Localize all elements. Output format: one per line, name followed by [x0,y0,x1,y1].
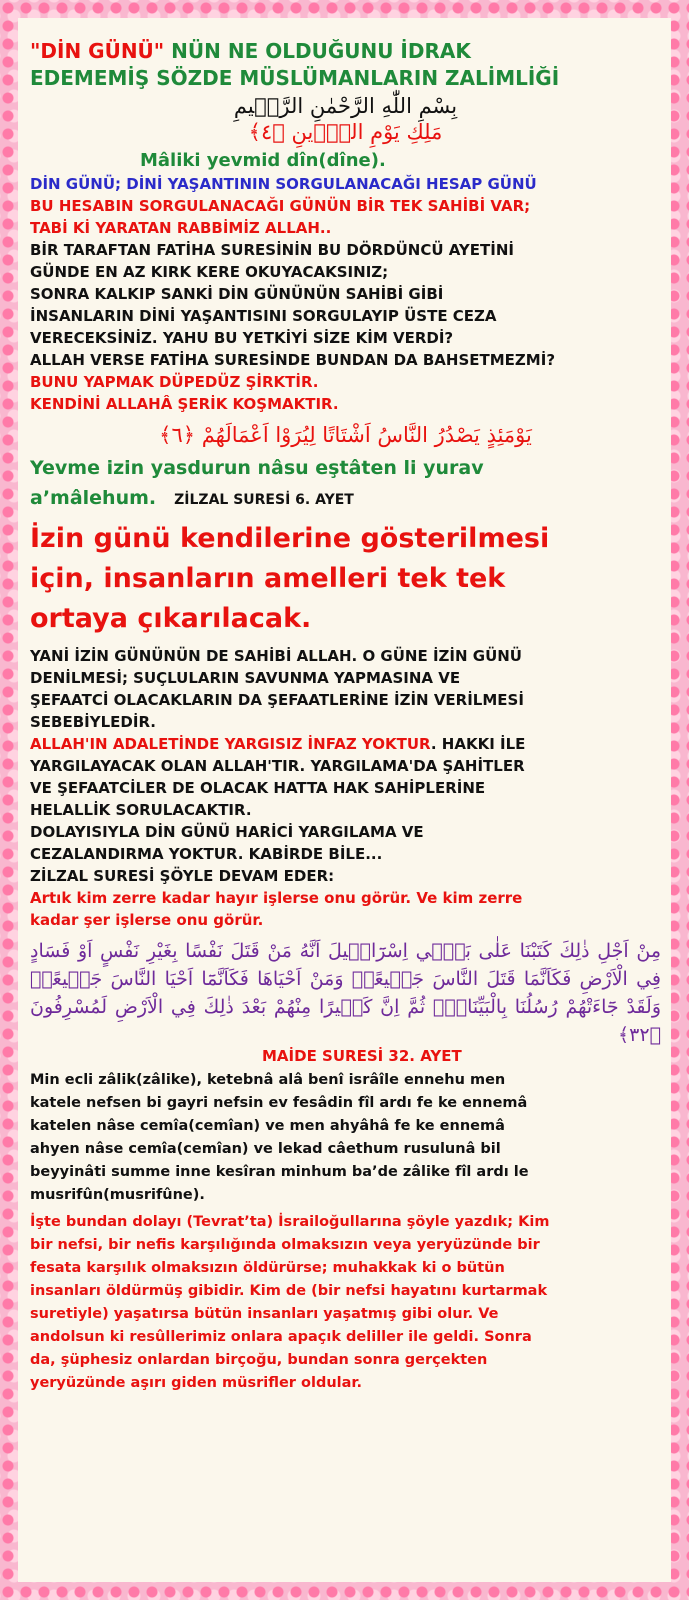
text-line: insanları öldürmüş gibidir. Kim de (bir nefsi hayatını kurtarmak [30,1283,548,1299]
highlight-line: ortaya çıkarılacak. [30,603,312,634]
highlight-line: için, insanların amelleri tek tek [30,563,506,594]
text-line: ALLAH VERSE FATİHA SURESİNDE BUNDAN DA BAHSETMEZMİ? [30,351,556,369]
text-line: Artık kim zerre kadar hayır işlerse onu görür. Ve kim zerre [30,889,523,907]
ayah-maide-meaning [30,1211,661,1395]
text-line [30,733,661,755]
content-panel [18,18,671,1582]
text-line: ZİLZAL SURESİ ŞÖYLE DEVAM EDER: [30,867,335,885]
ayah-fatiha-transliteration: Mâliki yevmid dîn(dîne). [140,150,386,171]
page-title [30,38,661,65]
highlight-text [30,519,661,639]
ayah-zilzal-reference: ZİLZAL SURESİ 6. AYET [174,492,354,508]
text-line: andolsun ki resûllerimiz onlara apaçık deliller ile geldi. Sonra [30,1329,532,1345]
text-line: bir nefsi, bir nefis karşılığında olmaksızın veya yeryüzünde bir [30,1237,540,1253]
text-line: BUNU YAPMAK DÜPEDÜZ ŞİRKTİR. [30,373,319,391]
ayah-zilzal-transliteration-2: a’mâlehum. [30,487,157,509]
text-line: ahyen nâse cemîa(cemîan) ve lekad câethum rusulunâ bil [30,1141,501,1157]
ayah-zilzal-transliteration-2-row [30,483,661,515]
text-line: ŞEFAATCİ OLACAKLARIN DA ŞEFAATLERİNE İZİN VERİLMESİ [30,691,524,709]
highlight-line: İzin günü kendilerine gösterilmesi [30,523,550,554]
ayah-maide-arabic: مِنْ اَجْلِ ذٰلِكَ كَتَبْنَا عَلٰى بَن۪ٓي اِسْرَٓائ۪يلَ اَنَّهُ مَنْ قَتَلَ نَفْسًا بِغَيْرِ نَفْسٍ اَوْ فَسَادٍ فِي الْاَرْضِ فَكَاَنَّمَا قَتَلَ النَّاسَ جَم۪يعًاۜ وَمَنْ اَحْيَاهَا فَكَاَنَّمَٓا اَحْيَا النَّاسَ جَم۪يعًاۜ وَلَقَدْ جَٓاءَتْهُمْ رُسُلُنَا بِالْبَيِّنَاتِۘ ثُمَّ اِنَّ كَث۪يرًا مِنْهُمْ بَعْدَ ذٰلِكَ فِي الْاَرْضِ لَمُسْرِفُونَ ﴿٣٢﴾ [30,940,661,1046]
text-line: kadar şer işlerse onu görür. [30,911,264,929]
ayah-maide-reference: MAİDE SURESİ 32. AYET [262,1047,462,1065]
text-span: . HAKKI İLE [430,735,526,753]
text-line: GÜNDE EN AZ KIRK KERE OKUYACAKSINIZ; [30,263,389,281]
ayah-zilzal-arabic: يَوْمَئِذٍ يَصْدُرُ النَّاسُ اَشْتَاتًا لِيُرَوْا اَعْمَالَهُمْ ﴿٦﴾ [159,423,532,447]
text-line: yeryüzünde aşırı giden müsrifler oldular. [30,1375,362,1391]
ayah-zilzal-transliteration-1: Yevme izin yasdurun nâsu eştâten li yurav [30,457,484,479]
text-line: DİN GÜNÜ; DİNİ YAŞANTININ SORGULANACAĞI HESAP GÜNÜ [30,175,537,193]
text-line: TABİ Kİ YARATAN RABBİMİZ ALLAH.. [30,219,332,237]
text-span-red: ALLAH'IN ADALETİNDE YARGISIZ İNFAZ YOKTUR [30,735,431,753]
title-line-2: EDEMEMİŞ SÖZDE MÜSLÜMANLARIN ZALİMLİĞİ [30,66,560,90]
basmala: بِسْمِ اللّٰهِ الرَّحْمٰنِ الرَّح۪يمِ [233,94,458,118]
text-line: CEZALANDIRMA YOKTUR. KABİRDE BİLE... [30,845,383,863]
text-line: katele nefsen bi gayri nefsin ev fesâdin fîl ardı fe ke ennemâ [30,1095,528,1111]
ayah-fatiha-arabic: مَلِكِ يَوْمِ الدّ۪ينِ ﴿٤﴾ [248,120,443,144]
text-line: SEBEBİYLEDİR. [30,713,156,731]
text-line: İşte bundan dolayı (Tevrat’ta) İsrailoğullarına şöyle yazdık; Kim [30,1214,550,1230]
title-part-1: "DİN GÜNÜ" [30,39,165,63]
text-line: KENDİNİ ALLAHÂ ŞERİK KOŞMAKTIR. [30,395,339,413]
text-line: Min ecli zâlik(zâlike), ketebnâ alâ benî isrâîle ennehu men [30,1072,506,1088]
text-line: DOLAYISIYLA DİN GÜNÜ HARİCİ YARGILAMA VE [30,823,424,841]
text-line: BİR TARAFTAN FATİHA SURESİNİN BU DÖRDÜNCÜ AYETİNİ [30,241,514,259]
text-line: da, şüphesiz onlardan birçoğu, bundan sonra gerçekten [30,1352,488,1368]
text-line: suretiyle) yaşatırsa bütün insanları yaşatmış gibi olur. Ve [30,1306,499,1322]
text-line: YARGILAYACAK OLAN ALLAH'TIR. YARGILAMA'DA ŞAHİTLER [30,757,525,775]
ayah-maide-transliteration [30,1069,661,1207]
text-line: VERECEKSİNİZ. YAHU BU YETKİYİ SİZE KİM VERDİ? [30,329,454,347]
text-line: HELALLİK SORULACAKTIR. [30,801,252,819]
text-line: katelen nâse cemîa(cemîan) ve men ahyâhâ fe ke ennemâ [30,1118,505,1134]
text-line: beyyinâti summe inne kesîran minhum ba’de zâlike fîl ardı le [30,1164,529,1180]
title-part-2: NÜN NE OLDUĞUNU İDRAK [164,39,471,63]
text-line: VE ŞEFAATCİLER DE OLACAK HATTA HAK SAHİPLERİNE [30,779,486,797]
text-line: SONRA KALKIP SANKİ DİN GÜNÜNÜN SAHİBİ GİBİ [30,285,444,303]
text-line: İNSANLARIN DİNİ YAŞANTISINI SORGULAYIP ÜSTE CEZA [30,307,497,325]
text-line: fesata karşılık olmaksızın öldürürse; muhakkak ki o bütün [30,1260,505,1276]
text-line: DENİLMESİ; SUÇLULARIN SAVUNMA YAPMASINA VE [30,669,461,687]
text-line: musrifûn(musrifûne). [30,1187,205,1203]
text-line: YANİ İZİN GÜNÜNÜN DE SAHİBİ ALLAH. O GÜNE İZİN GÜNÜ [30,647,522,665]
text-line: BU HESABIN SORGULANACAĞI GÜNÜN BİR TEK SAHİBİ VAR; [30,197,531,215]
